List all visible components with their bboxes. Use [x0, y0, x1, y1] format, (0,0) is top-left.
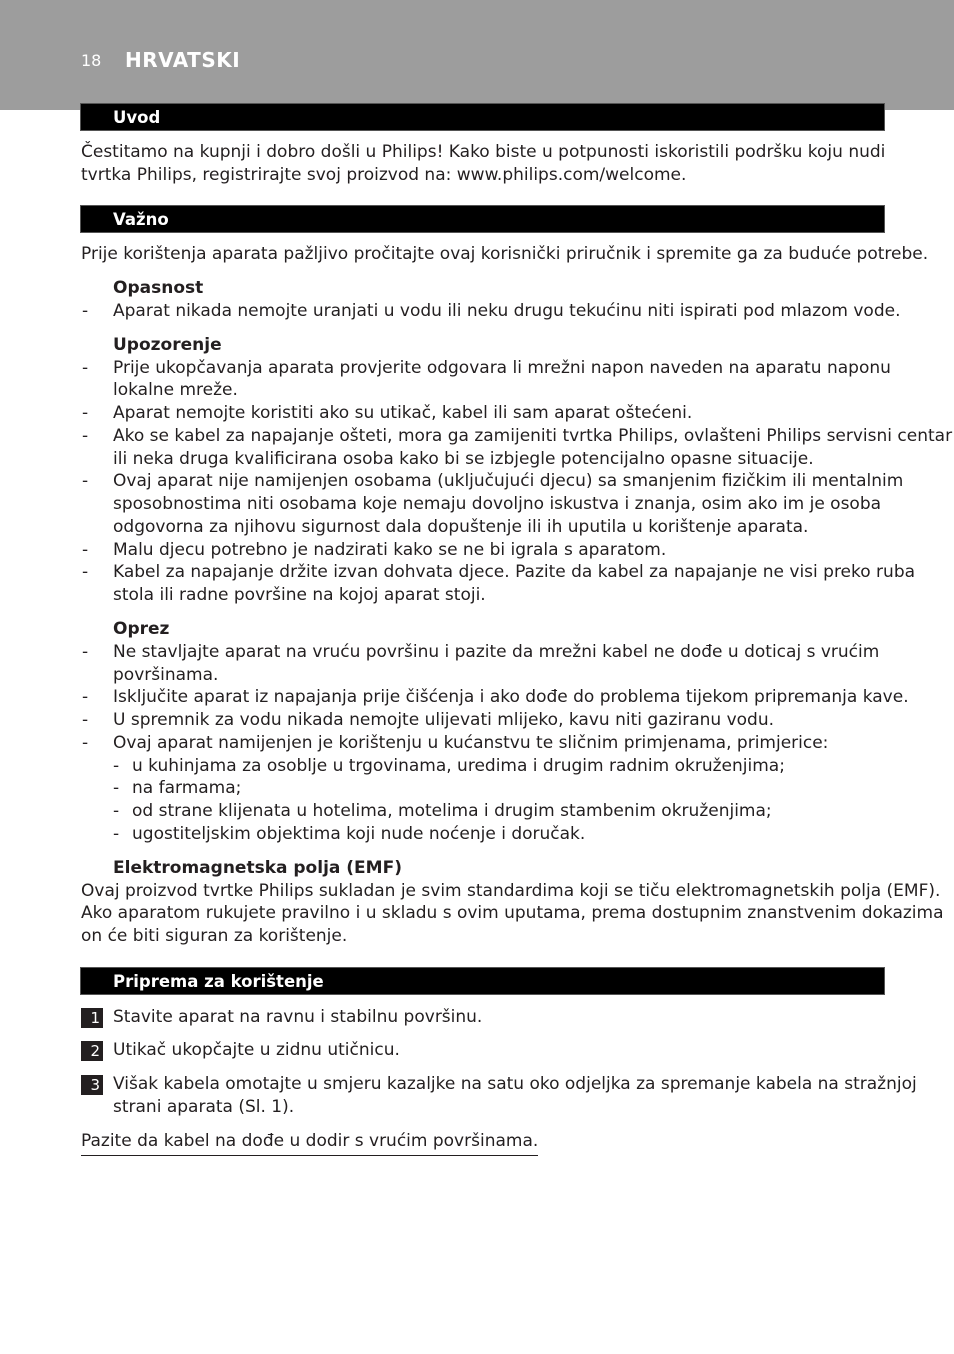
- list-item-continued: ili neka druga kvalificirana osoba kako bi se izbjegle potencijalno opasne situacije.: [113, 449, 814, 469]
- sublist-item: na farmama;: [132, 778, 242, 798]
- emf-line: Ovaj proizvod tvrtke Philips sukladan je svim standardima koji se tiču elektromagnetskih polja (EMF).: [81, 881, 941, 901]
- list-item: Prije ukopčavanja aparata provjerite odgovara li mrežni napon naveden na aparatu naponu: [113, 358, 891, 378]
- list-item: U spremnik za vodu nikada nemojte ulijevati mlijeko, kavu niti gaziranu vodu.: [113, 710, 775, 730]
- step-text: Višak kabela omotajte u smjeru kazaljke na satu oko odjeljka za spremanje kabela na stražnjoj: [113, 1074, 917, 1094]
- list-item-continued: stola ili radne površine na kojoj aparat stoji.: [113, 585, 486, 605]
- list-item: Ovaj aparat nije namijenjen osobama (uključujući djecu) sa smanjenim fizičkim ili mentalnim: [113, 471, 904, 491]
- list-item: Aparat nemojte koristiti ako su utikač, kabel ili sam aparat oštećeni.: [113, 403, 693, 423]
- step-text: Utikač ukopčajte u zidnu utičnicu.: [113, 1040, 400, 1060]
- emf-line: on će biti siguran za korištenje.: [81, 926, 348, 946]
- subheading-upozorenje: Upozorenje: [113, 335, 222, 355]
- step-number: 1: [81, 1008, 103, 1028]
- sublist-item: od strane klijenata u hotelima, motelima i drugim stambenim okruženjima;: [132, 801, 772, 821]
- list-bullet: -: [82, 642, 89, 662]
- subheading-opasnost: Opasnost: [113, 278, 204, 298]
- language-title: HRVATSKI: [125, 48, 241, 72]
- section-heading-uvod: Uvod: [80, 103, 885, 131]
- list-item-continued: odgovorna za njihovu sigurnost dala dopuštenje ili ih uputila u korištenje aparata.: [113, 517, 809, 537]
- subheading-oprez: Oprez: [113, 619, 170, 639]
- list-item-continued: lokalne mreže.: [113, 380, 238, 400]
- sublist-bullet: -: [113, 756, 120, 776]
- list-bullet: -: [82, 426, 89, 446]
- list-bullet: -: [82, 358, 89, 378]
- sublist-item: u kuhinjama za osoblje u trgovinama, uredima i drugim radnim okruženjima;: [132, 756, 785, 776]
- list-item-continued: sposobnostima niti osobama koje nemaju dovoljno iskustva i znanja, osim ako im je osoba: [113, 494, 882, 514]
- sublist-bullet: -: [113, 801, 120, 821]
- list-item: Aparat nikada nemojte uranjati u vodu ili neku drugu tekućinu niti ispirati pod mlazom vode.: [113, 301, 901, 321]
- emf-line: Ako aparatom rukujete pravilno i u skladu s ovim uputama, prema dostupnim znanstvenim dokazima: [81, 903, 944, 923]
- list-item-continued: površinama.: [113, 665, 219, 685]
- sublist-item: ugostiteljskim objektima koji nude noćenje i doručak.: [132, 824, 586, 844]
- list-bullet: -: [82, 733, 89, 753]
- list-bullet: -: [82, 403, 89, 423]
- list-item: Malu djecu potrebno je nadzirati kako se ne bi igrala s aparatom.: [113, 540, 667, 560]
- list-item: Isključite aparat iz napajanja prije čišćenja i ako dođe do problema tijekom pripremanja kave.: [113, 687, 909, 707]
- vazno-intro: Prije korištenja aparata pažljivo pročitajte ovaj korisnički priručnik i spremite ga za buduće potrebe.: [81, 244, 929, 264]
- warning-note: Pazite da kabel na dođe u dodir s vrućim površinama.: [81, 1130, 538, 1156]
- page-number: 18: [81, 51, 102, 70]
- list-item: Ako se kabel za napajanje ošteti, mora ga zamijeniti tvrtka Philips, ovlašteni Philips servisni centar: [113, 426, 953, 446]
- list-bullet: -: [82, 471, 89, 491]
- sublist-bullet: -: [113, 778, 120, 798]
- list-item: Ovaj aparat namijenjen je korištenju u kućanstvu te sličnim primjenama, primjerice:: [113, 733, 829, 753]
- section-heading-priprema: Priprema za korištenje: [80, 967, 885, 995]
- step-text: Stavite aparat na ravnu i stabilnu površinu.: [113, 1007, 483, 1027]
- list-bullet: -: [82, 540, 89, 560]
- section-heading-vazno: Važno: [80, 205, 885, 233]
- list-item: Ne stavljajte aparat na vruću površinu i pazite da mrežni kabel ne dođe u doticaj s vrućim: [113, 642, 880, 662]
- step-number: 3: [81, 1075, 103, 1095]
- list-bullet: -: [82, 687, 89, 707]
- list-bullet: -: [82, 562, 89, 582]
- list-bullet: -: [82, 301, 89, 321]
- sublist-bullet: -: [113, 824, 120, 844]
- step-number: 2: [81, 1041, 103, 1061]
- subheading-emf: Elektromagnetska polja (EMF): [113, 858, 402, 878]
- uvod-line: Čestitamo na kupnji i dobro došli u Philips! Kako biste u potpunosti iskoristili podršku koju nudi: [81, 142, 886, 162]
- step-text-continued: strani aparata (Sl. 1).: [113, 1097, 295, 1117]
- list-bullet: -: [82, 710, 89, 730]
- uvod-line: tvrtka Philips, registrirajte svoj proizvod na: www.philips.com/welcome.: [81, 165, 687, 185]
- list-item: Kabel za napajanje držite izvan dohvata djece. Pazite da kabel za napajanje ne visi preko ruba: [113, 562, 916, 582]
